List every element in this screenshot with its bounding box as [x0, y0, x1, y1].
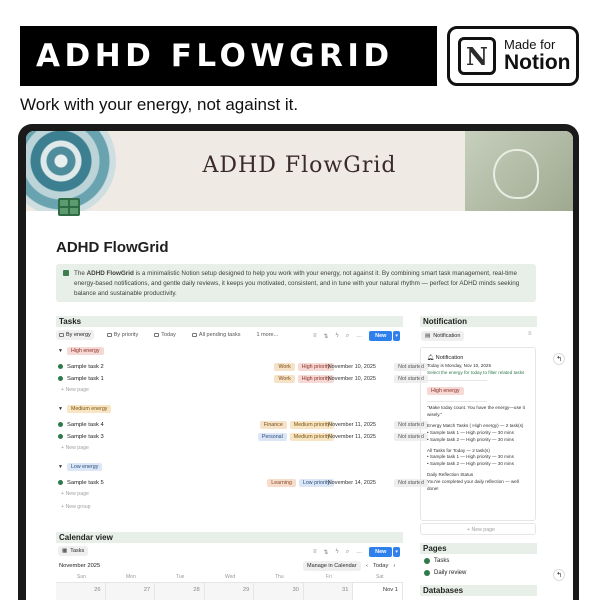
check-circle-icon[interactable] [58, 376, 63, 381]
pages-header: Pages [420, 543, 537, 554]
notion-logo-icon: N [458, 37, 496, 75]
cover-title: ADHD FlowGrid [202, 153, 397, 178]
toggle-triangle-icon[interactable]: ▼ [58, 464, 63, 470]
table-row[interactable] [58, 373, 428, 384]
prev-month-button[interactable]: ‹ [366, 563, 368, 569]
calendar-day[interactable]: 31 [304, 583, 354, 600]
weekday-label: Sun [77, 574, 86, 580]
callout-prefix: The [74, 270, 87, 277]
grid-page-icon[interactable] [58, 198, 80, 216]
add-new-page[interactable]: + New page [61, 387, 89, 393]
more-icon[interactable]: … [356, 333, 363, 339]
category-tag: Finance [260, 421, 287, 429]
chevron-down-icon[interactable]: ▾ [395, 333, 398, 339]
energy-tag: Low energy [67, 463, 102, 471]
tab-today[interactable]: Today [151, 330, 179, 340]
quote-text: "Make today count. You have the energy—use it wisely." [427, 405, 525, 417]
priority-tag: High priority [298, 363, 334, 371]
calendar-day[interactable]: 27 [106, 583, 156, 600]
add-new-page[interactable]: + New page [61, 445, 89, 451]
tab-by-energy[interactable]: By energy [56, 330, 94, 340]
page-icon [424, 558, 430, 564]
check-circle-icon[interactable] [58, 434, 63, 439]
calendar-day[interactable]: 30 [254, 583, 304, 600]
category-tag: Work [274, 363, 294, 371]
table-row[interactable] [58, 477, 428, 488]
group-low-energy[interactable] [58, 463, 102, 471]
check-circle-icon[interactable] [58, 422, 63, 427]
energy-match-title: Energy Match Tasks ( High energy) — 2 task(s) [427, 422, 524, 428]
calendar-grid [56, 582, 403, 600]
search-icon[interactable]: ⌕ [345, 548, 350, 555]
chevron-down-icon[interactable]: ▾ [395, 549, 398, 555]
databases-header: Databases [420, 585, 537, 596]
weekday-label: Tue [176, 574, 185, 580]
page-title: ADHD FlowGrid [56, 239, 169, 256]
check-icon [192, 333, 197, 337]
calendar-header: Calendar view [56, 532, 403, 543]
weekday-label: Mon [126, 574, 136, 580]
page-icon [424, 570, 430, 576]
sort-icon[interactable]: ⇅ [323, 549, 329, 556]
badge-line1: Made for [504, 37, 556, 53]
calendar-tab-tasks[interactable]: ▦ Tasks [58, 546, 88, 556]
task-name[interactable]: Sample task 3 [67, 433, 104, 440]
board-icon [59, 333, 64, 337]
table-icon: ▦ [62, 548, 68, 554]
date-line: Today is Monday, Nov 10, 2025 [427, 363, 492, 369]
select-energy-line: Select the energy for today to filter related tasks [427, 370, 525, 376]
check-circle-icon[interactable] [58, 480, 63, 485]
today-button[interactable]: Today [372, 563, 389, 569]
calendar-day[interactable]: 26 [56, 583, 106, 600]
status-badge: Not started [394, 479, 428, 487]
tasks-toolbar [313, 331, 400, 341]
made-for-notion-badge [447, 26, 579, 86]
list-item: • Sample task 2 — High priority — 30 mins [427, 461, 514, 467]
comment-icon[interactable]: ↰ [553, 569, 565, 581]
task-view-tabs [56, 330, 281, 340]
list-item: • Sample task 2 — High priority — 30 mins [427, 436, 514, 442]
due-date: November 10, 2025 [327, 363, 376, 370]
task-name[interactable]: Sample task 5 [67, 479, 104, 486]
list-item: • Sample task 1 — High priority — 30 mins [427, 429, 514, 435]
category-tag: Personal [258, 433, 287, 441]
brand-banner [20, 26, 437, 86]
table-row[interactable] [58, 419, 428, 430]
priority-tag: Low priority [299, 479, 334, 487]
tasks-new-button[interactable]: New [369, 331, 392, 341]
energy-tag: Medium energy [67, 405, 112, 413]
tab-all-pending[interactable]: All pending tasks [189, 330, 244, 340]
category-tag: Learning [267, 479, 296, 487]
board-icon [107, 333, 112, 337]
status-badge: Not started [394, 363, 428, 371]
check-circle-icon[interactable] [58, 364, 63, 369]
notification-header: Notification [420, 316, 537, 327]
weekday-label: Fri [326, 574, 332, 580]
notification-card[interactable] [420, 347, 536, 521]
callout-icon [63, 270, 69, 276]
page-link-daily-review[interactable]: Daily review [424, 570, 466, 576]
sort-icon[interactable]: ⇅ [323, 333, 329, 340]
status-badge: Not started [394, 375, 428, 383]
list-item: • Sample task 1 — High priority — 30 mins [427, 454, 514, 460]
lightning-icon[interactable]: ϟ [335, 333, 339, 339]
calendar-toolbar [313, 547, 400, 557]
task-name[interactable]: Sample task 2 [67, 363, 104, 370]
list-icon: ▤ [425, 333, 431, 339]
callout-bold: ADHD FlowGrid [86, 270, 134, 277]
reflection-title: Daily Reflection Status [427, 472, 474, 478]
view-options-icon[interactable]: ≡ [528, 331, 532, 337]
due-date: November 11, 2025 [328, 421, 376, 428]
calendar-icon [154, 333, 159, 337]
priority-tag: High priority [298, 375, 334, 383]
tasks-header: Tasks [56, 316, 403, 327]
description-callout [56, 264, 536, 302]
weekday-label: Wed [225, 574, 236, 580]
tab-more[interactable]: 1 more... [256, 332, 279, 338]
add-new-page[interactable]: + New page [61, 491, 89, 497]
all-tasks-title: All Tasks for Today — 2 task(s) [427, 447, 490, 453]
status-badge: Not started [394, 433, 428, 441]
category-tag: Work [274, 375, 294, 383]
calendar-new-button[interactable]: New [369, 547, 392, 557]
more-icon[interactable]: … [356, 549, 363, 555]
toggle-triangle-icon[interactable]: ▼ [58, 348, 63, 354]
calendar-month: November 2025 [59, 563, 101, 569]
table-row[interactable] [58, 431, 428, 442]
tagline: Work with your energy, not against it. [20, 95, 299, 114]
energy-tag: High energy [67, 347, 104, 355]
task-name[interactable]: Sample task 1 [67, 375, 104, 382]
search-icon[interactable]: ⌕ [345, 332, 350, 339]
next-month-button[interactable]: › [393, 563, 396, 569]
reflection-text: You've completed your daily reflection — well done! [427, 479, 519, 492]
notification-new-page[interactable]: + New page [420, 523, 536, 535]
group-medium-energy[interactable] [58, 405, 111, 413]
priority-tag: Medium priority [290, 433, 334, 441]
toggle-triangle-icon[interactable]: ▼ [58, 406, 63, 412]
due-date: November 11, 2025 [328, 433, 376, 440]
status-badge: Not started [394, 421, 428, 429]
calendar-nav [366, 563, 395, 569]
calendar-day[interactable]: Nov 1 [353, 583, 403, 600]
table-row[interactable] [58, 361, 428, 372]
priority-tag: Medium priority [290, 421, 334, 429]
notification-title: Notification [435, 355, 464, 361]
tab-by-priority[interactable]: By priority [104, 330, 141, 340]
calendar-day[interactable]: 28 [155, 583, 205, 600]
callout-text: is a minimalistic Notion setup designed to help you work with your energy, not against it. By combining smart task management, real-time energy-based notifications, and gentle daily reviews, it keeps you motivated, consistent, and in tune with your natural rhythm — perfect for ADHD minds seeking balance and sustainable productivity. [74, 270, 520, 297]
page-link-tasks[interactable]: Tasks [424, 558, 449, 564]
add-new-group[interactable]: + New group [61, 504, 91, 510]
due-date: November 14, 2025 [327, 479, 376, 486]
notification-view-tab[interactable]: ▤ Notification [421, 331, 464, 341]
weekday-label: Thu [275, 574, 284, 580]
manage-in-calendar-button[interactable]: Manage in Calendar [303, 561, 361, 571]
energy-tag[interactable]: High energy [427, 387, 464, 395]
due-date: November 10, 2025 [327, 375, 376, 382]
bell-icon: 🔔︎ [427, 355, 436, 361]
weekday-label: Sat [376, 574, 384, 580]
brand-title: ADHD FLOWGRID [36, 38, 394, 74]
comment-icon[interactable]: ↰ [553, 353, 565, 365]
badge-line2: Notion [504, 50, 571, 74]
task-name[interactable]: Sample task 4 [67, 421, 104, 428]
calendar-day[interactable]: 29 [205, 583, 255, 600]
filter-icon[interactable]: ≡ [313, 549, 317, 555]
group-high-energy[interactable] [58, 347, 104, 355]
page-cover [26, 131, 573, 211]
filter-icon[interactable]: ≡ [313, 333, 317, 339]
lightning-icon[interactable]: ϟ [335, 549, 339, 555]
